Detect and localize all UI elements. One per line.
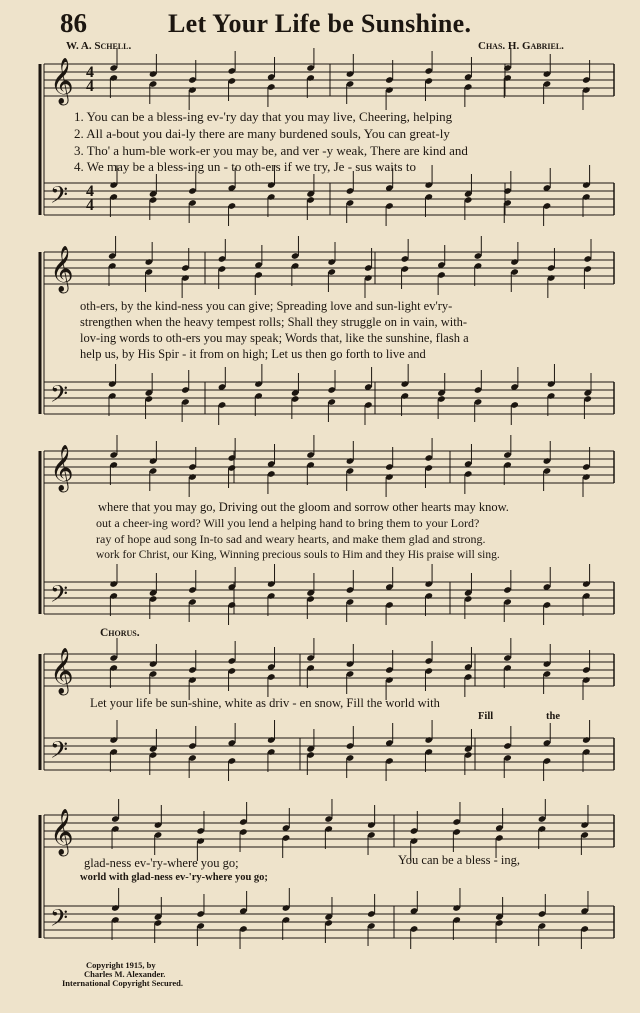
stanza-line: 2. All a-bout you dai-ly there are many burdened souls, You can great-ly (74, 126, 450, 141)
stanza-line: help us, by His Spir - it from on high; Let us then go forth to live and (80, 347, 426, 361)
stanza-line: 1. You can be a bless-ing ev-'ry day that you may live, Cheering, helping (74, 109, 453, 124)
copyright-intl: International Copyright Secured. (62, 978, 183, 988)
bass-clef: 𝄢 (50, 181, 69, 214)
treble-clef: 𝄞 (50, 58, 74, 104)
stanza-line: 4. We may be a bless-ing un - to oth-ers if we try, Je - sus waits to (74, 159, 416, 174)
stanza-line: 3. Tho' a hum-ble work-er you may be, and ver -y weak, There are kind and (74, 143, 468, 158)
stanza-line: where that you may go, Driving out the gloom and sorrow other hearts may know. (98, 500, 509, 514)
time-signature: 4 (86, 197, 94, 214)
stanza-line: ray of hope aud song In-to sad and weary hearts, and make them glad and strong. (96, 532, 486, 546)
chorus-lyric: You can be a bless - ing, (398, 853, 520, 867)
treble-clef: 𝄞 (50, 445, 74, 491)
words-credit: W. A. Schell. (66, 40, 132, 52)
bass-clef: 𝄢 (50, 380, 69, 413)
chorus-echo: the (546, 711, 560, 722)
chorus-lyric: glad-ness ev-'ry-where you go; (84, 856, 239, 870)
treble-clef: 𝄞 (50, 809, 74, 855)
chorus-lyric: Let your life be sun-shine, white as driv - en snow, Fill the world with (90, 696, 440, 710)
bass-clef: 𝄢 (50, 736, 69, 769)
chorus-echo: Fill (478, 711, 494, 722)
copyright-line: Copyright 1915, by (86, 960, 156, 970)
stanza-line: strengthen when the heavy tempest rolls; Shall they struggle on in vain, with- (80, 315, 468, 329)
stanza-line: out a cheer-ing word? Will you lend a helping hand to bring them to your Lord? (96, 516, 480, 530)
chorus-label: Chorus. (100, 627, 140, 639)
time-signature: 4 (86, 183, 94, 200)
bass-clef: 𝄢 (50, 580, 69, 613)
music-credit: Chas. H. Gabriel. (478, 40, 564, 52)
hymn-title: Let Your Life be Sunshine. (168, 9, 472, 38)
hymn-number: 86 (60, 8, 87, 38)
chorus-echo: world with glad-ness ev-'ry-where you go; (80, 872, 268, 883)
copyright-owner: Charles M. Alexander. (84, 969, 166, 979)
bass-clef: 𝄢 (50, 904, 69, 937)
treble-clef: 𝄞 (50, 648, 74, 694)
treble-clef: 𝄞 (50, 246, 74, 292)
time-signature: 4 (86, 64, 94, 81)
stanza-line: oth-ers, by the kind-ness you can give; Spreading love and sun-light ev'ry- (80, 299, 453, 313)
stanza-line: work for Christ, our King, Winning precious souls to Him and they His praise will sing. (96, 549, 500, 561)
time-signature: 4 (86, 78, 94, 95)
stanza-line: lov-ing words to oth-ers you may speak; Words that, like the sunshine, flash a (80, 331, 469, 345)
